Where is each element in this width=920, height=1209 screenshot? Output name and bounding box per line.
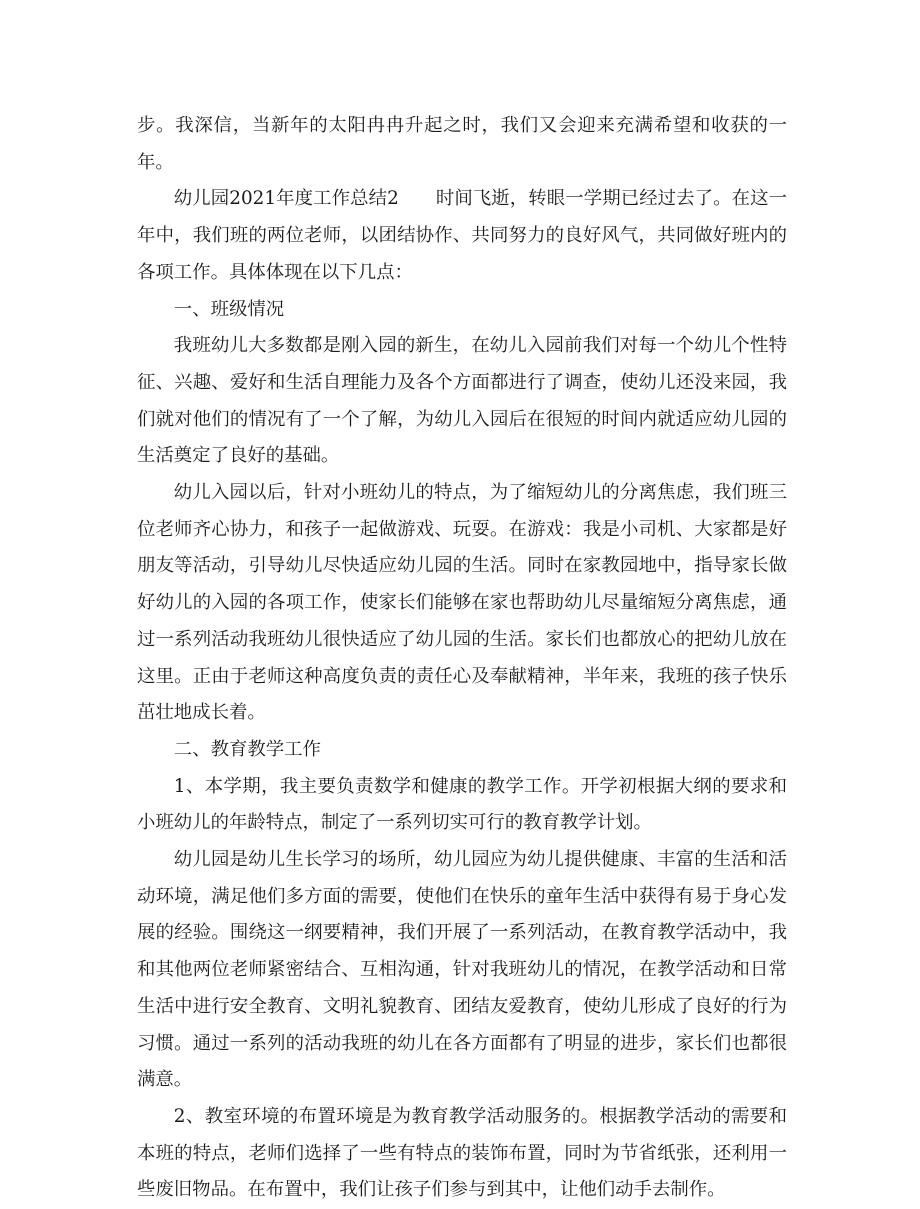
paragraph-closing-line: 步。我深信，当新年的太阳冉冉升起之时，我们又会迎来充满希望和收获的一年。 <box>137 115 787 173</box>
paragraph-classroom-decoration: 2、教室环境的布置环境是为教育教学活动服务的。根据教学活动的需要和本班的特点，老师们选择了一些有特点的装饰布置，同时为节省纸张，还利用一些废旧物品。在布置中，我们让孩子们参与到其中，让他们动手去制作。 <box>137 1105 787 1201</box>
paragraph-kindergarten-environment: 幼儿园是幼儿生长学习的场所，幼儿园应为幼儿提供健康、丰富的生活和活动环境，满足他们多方面的需要，使他们在快乐的童年生活中获得有易于身心发展的经验。围绕这一纲要精神，我们开展了一系列活动，在教育教学活动中，我和其他两位老师紧密结合、互相沟通，针对我班幼儿的情况，在教学活动和日常生活中进行安全教育、文明礼貌教育、团结友爱教育，使幼儿形成了良好的行为习惯。通过一系列的活动我班的幼儿在各方面都有了明显的进步，家长们也都很满意。 <box>137 849 787 1091</box>
paragraph-teaching-plan: 1、本学期，我主要负责数学和健康的教学工作。开学初根据大纲的要求和小班幼儿的年龄特点，制定了一系列切实可行的教育教学计划。 <box>137 775 787 834</box>
section-heading-class-situation: 一、班级情况 <box>173 298 285 320</box>
paragraph-after-enrollment: 幼儿入园以后，针对小班幼儿的特点，为了缩短幼儿的分离焦虑，我们班三位老师齐心协力，和孩子一起做游戏、玩耍。在游戏：我是小司机、大家都是好朋友等活动，引导幼儿尽快适应幼儿园的生活。同时在家教园地中，指导家长做好幼儿的入园的各项工作，使家长们能够在家也帮助幼儿尽量缩短分离焦虑，通过一系列活动我班幼儿很快适应了幼儿园的生活。家长们也都放心的把幼儿放在这里。正由于老师这种高度负责的责任心及奉献精神，半年来，我班的孩子快乐茁壮地成长着。 <box>137 482 787 724</box>
document-body <box>137 108 787 1209</box>
paragraph-class-situation: 我班幼儿大多数都是刚入园的新生，在幼儿入园前我们对每一个幼儿个性特征、兴趣、爱好和生活自理能力及各个方面都进行了调查，使幼儿还没来园，我们就对他们的情况有了一个了解，为幼儿入园后在很短的时间内就适应幼儿园的生活奠定了良好的基础。 <box>137 335 787 467</box>
paragraph-report-intro: 幼儿园2021年度工作总结2 时间飞逝，转眼一学期已经过去了。在这一年中，我们班的两位老师，以团结协作、共同努力的良好风气，共同做好班内的各项工作。具体体现在以下几点： <box>137 188 787 283</box>
section-heading-teaching-work: 二、教育教学工作 <box>173 738 321 760</box>
